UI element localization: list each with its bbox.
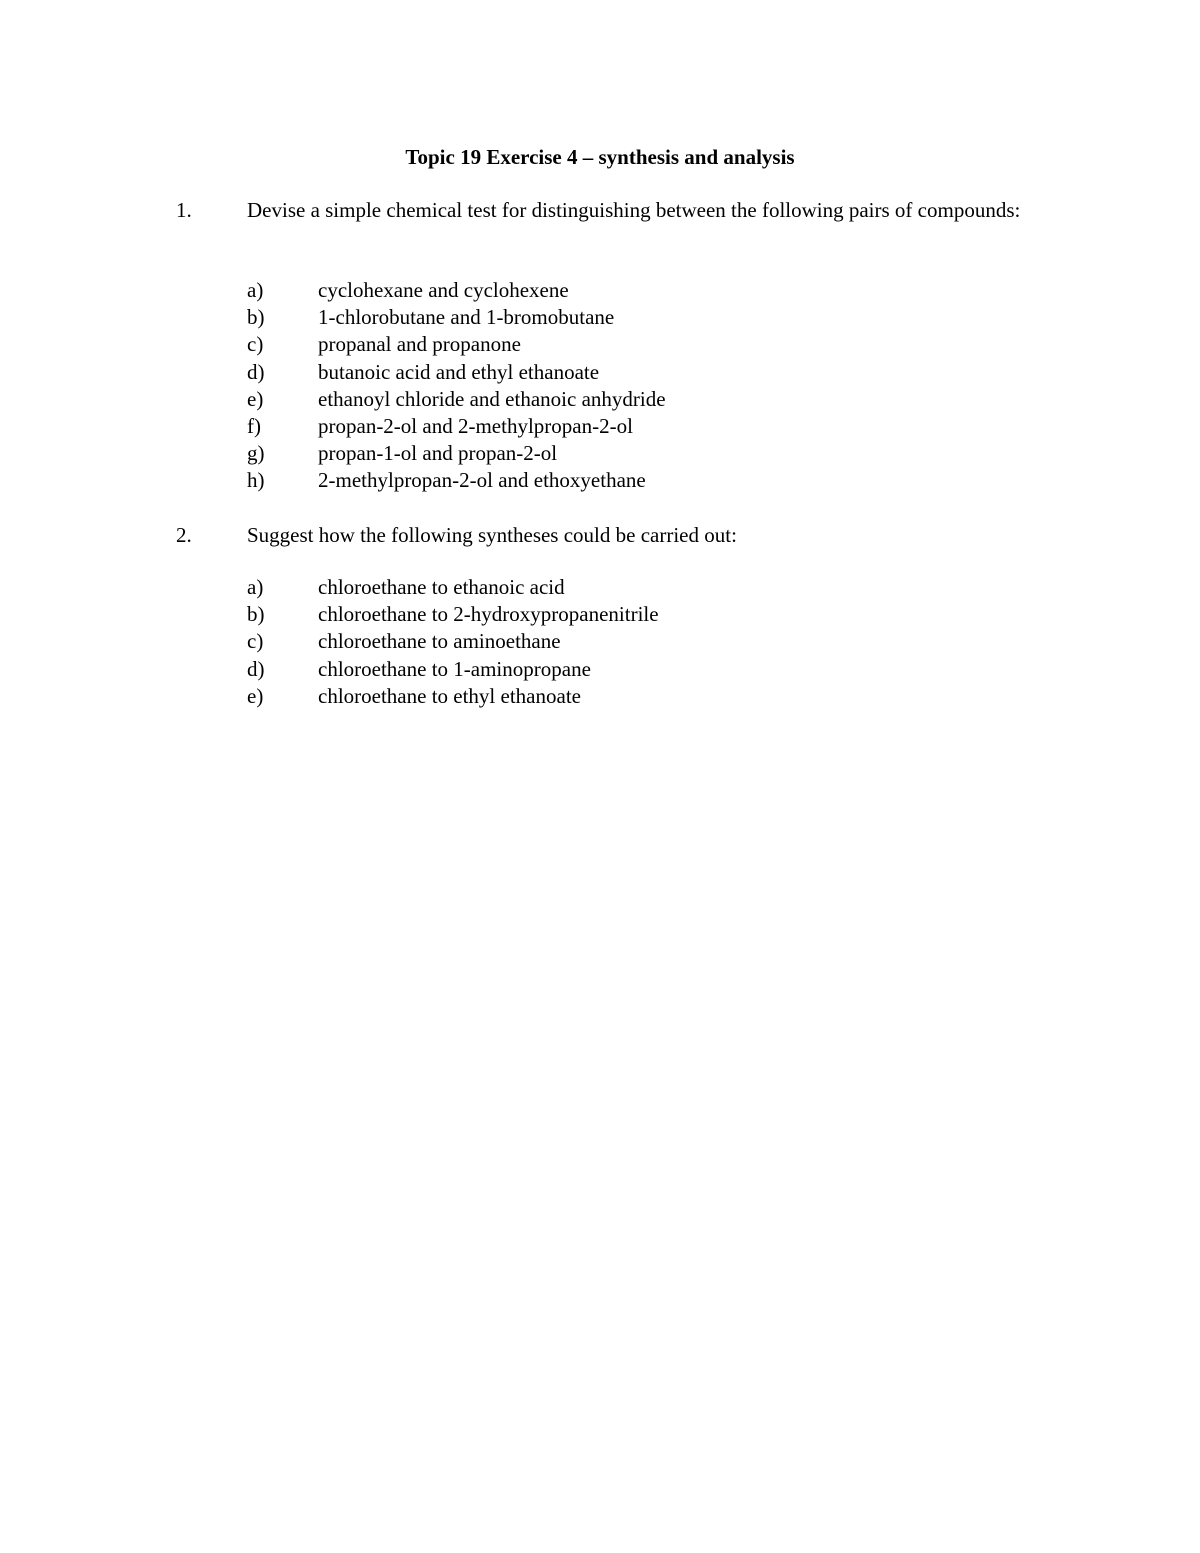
list-item-letter: b): [247, 602, 265, 627]
list-item: [247, 386, 666, 413]
list-item: [247, 413, 666, 440]
list-item-text: butanoic acid and ethyl ethanoate: [318, 359, 600, 384]
list-item-letter: d): [247, 359, 265, 384]
list-item-letter: e): [247, 386, 264, 411]
list-item: [247, 467, 666, 494]
list-item: [247, 656, 659, 683]
list-item-text: 2-methylpropan-2-ol and ethoxyethane: [318, 468, 646, 493]
list-item-text: propan-2-ol and 2-methylpropan-2-ol: [318, 413, 633, 438]
list-item-text: propanal and propanone: [318, 332, 521, 357]
question-1-list: [247, 277, 666, 495]
list-item-text: cyclohexane and cyclohexene: [318, 278, 569, 302]
list-item-text: chloroethane to ethanoic acid: [318, 575, 565, 599]
list-item: [247, 683, 659, 710]
question-2-number: 2.: [176, 523, 192, 547]
list-item-letter: c): [247, 629, 264, 654]
list-item-letter: g): [247, 441, 265, 466]
list-item: [247, 277, 666, 304]
list-item-text: chloroethane to 2-hydroxypropanenitrile: [318, 602, 659, 627]
list-item: [247, 628, 659, 655]
list-item: [247, 359, 666, 386]
question-1-number: 1.: [176, 198, 192, 222]
list-item-text: ethanoyl chloride and ethanoic anhydride: [318, 386, 666, 411]
list-item: [247, 574, 659, 601]
list-item-letter: a): [247, 278, 264, 302]
list-item-letter: c): [247, 332, 264, 357]
question-2-text: Suggest how the following syntheses could be carried out:: [247, 523, 737, 547]
list-item-letter: a): [247, 575, 264, 599]
list-item-letter: f): [247, 413, 261, 438]
list-item-letter: e): [247, 683, 264, 708]
question-2-list: [247, 574, 659, 710]
list-item-letter: b): [247, 305, 265, 330]
list-item: [247, 440, 666, 467]
list-item-text: 1-chlorobutane and 1-bromobutane: [318, 305, 615, 330]
list-item: [247, 304, 666, 331]
list-item-text: chloroethane to 1-aminopropane: [318, 656, 591, 681]
list-item: [247, 601, 659, 628]
page-title: Topic 19 Exercise 4 – synthesis and analysis: [405, 145, 795, 169]
list-item-letter: d): [247, 656, 265, 681]
list-item: [247, 331, 666, 358]
list-item-text: chloroethane to ethyl ethanoate: [318, 683, 581, 708]
list-item-letter: h): [247, 468, 265, 493]
question-1-text: Devise a simple chemical test for distinguishing between the following pairs of compounds:: [247, 198, 1021, 222]
list-item-text: propan-1-ol and propan-2-ol: [318, 441, 558, 466]
list-item-text: chloroethane to aminoethane: [318, 629, 561, 654]
